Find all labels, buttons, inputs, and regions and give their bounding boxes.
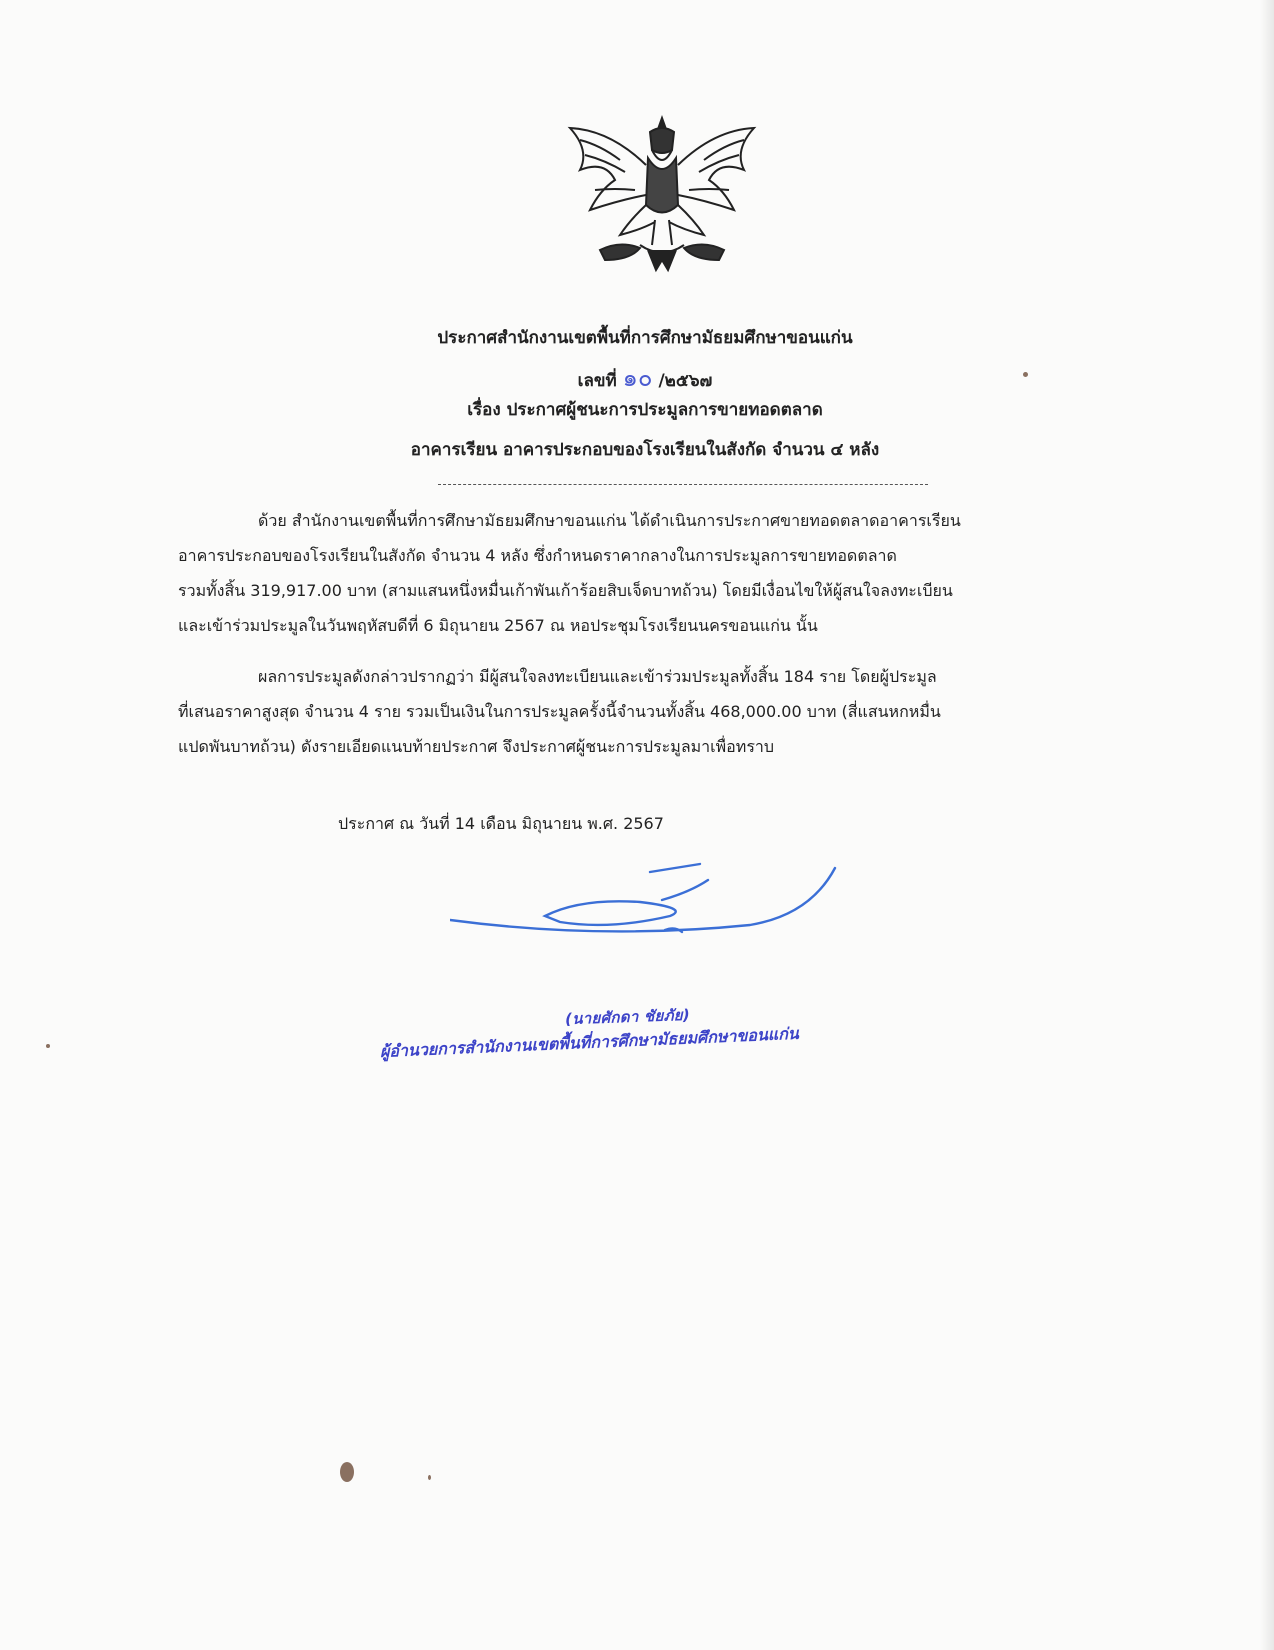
signatory-name-stamp: (นายศักดา ชัยภัย) xyxy=(564,1005,691,1029)
garuda-emblem-icon xyxy=(560,110,765,280)
paragraph-line: อาคารประกอบของโรงเรียนในสังกัด จำนวน 4 หลัง ซึ่งกำหนดราคากลางในการประมูลการขายทอดตลาด xyxy=(178,546,897,565)
announcement-number xyxy=(330,358,960,397)
number-suffix: /๒๕๖๗ xyxy=(658,371,713,391)
announcement-date: ประกาศ ณ วันที่ 14 เดือน มิถุนายน พ.ศ. 2567 xyxy=(338,814,664,833)
paragraph-line: ผลการประมูลดังกล่าวปรากฏว่า มีผู้สนใจลงทะเบียนและเข้าร่วมประมูลทั้งสิ้น 184 ราย โดยผู้ประมูล xyxy=(258,667,937,686)
paragraph-2 xyxy=(178,659,1178,764)
number-label: เลขที่ xyxy=(577,371,617,391)
handwritten-number: ๑๐ xyxy=(622,364,653,392)
scan-speck xyxy=(46,1044,50,1048)
dashed-divider xyxy=(438,484,928,485)
scan-edge-shadow xyxy=(1260,0,1274,1650)
paragraph-line: รวมทั้งสิ้น 319,917.00 บาท (สามแสนหนึ่งหมื่นเก้าพันเก้าร้อยสิบเจ็ดบาทถ้วน) โดยมีเงื่อนไขให้ผู้สนใจลงทะเบียน xyxy=(178,581,953,600)
paragraph-line: ด้วย สำนักงานเขตพื้นที่การศึกษามัธยมศึกษาขอนแก่น ได้ดำเนินการประกาศขายทอดตลาดอาคารเรียน xyxy=(258,511,961,530)
scan-speck xyxy=(1023,372,1028,377)
subject-line-2: อาคารเรียน อาคารประกอบของโรงเรียนในสังกัด จำนวน ๔ หลัง xyxy=(410,440,880,460)
paragraph-1 xyxy=(178,503,1178,643)
subject-line-1: เรื่อง ประกาศผู้ชนะการประมูลการขายทอดตลาด xyxy=(467,400,823,420)
scan-speck xyxy=(428,1475,431,1480)
announcement-title: ประกาศสำนักงานเขตพื้นที่การศึกษามัธยมศึกษาขอนแก่น xyxy=(437,328,853,348)
handwritten-signature xyxy=(450,860,890,990)
paragraph-line: แปดพันบาทถ้วน) ดังรายเอียดแนบท้ายประกาศ จึงประกาศผู้ชนะการประมูลมาเพื่อทราบ xyxy=(178,737,775,756)
paragraph-line: ที่เสนอราคาสูงสุด จำนวน 4 ราย รวมเป็นเงินในการประมูลครั้งนี้จำนวนทั้งสิ้น 468,000.00 บาท (สี่แสนหกหมื่น xyxy=(178,702,941,721)
scan-speck xyxy=(340,1462,354,1482)
signatory-position-stamp: ผู้อำนวยการสำนักงานเขตพื้นที่การศึกษามัธยมศึกษาขอนแก่น xyxy=(379,1023,800,1061)
paragraph-line: และเข้าร่วมประมูลในวันพฤหัสบดีที่ 6 มิถุนายน 2567 ณ หอประชุมโรงเรียนนครขอนแก่น นั้น xyxy=(178,616,818,635)
